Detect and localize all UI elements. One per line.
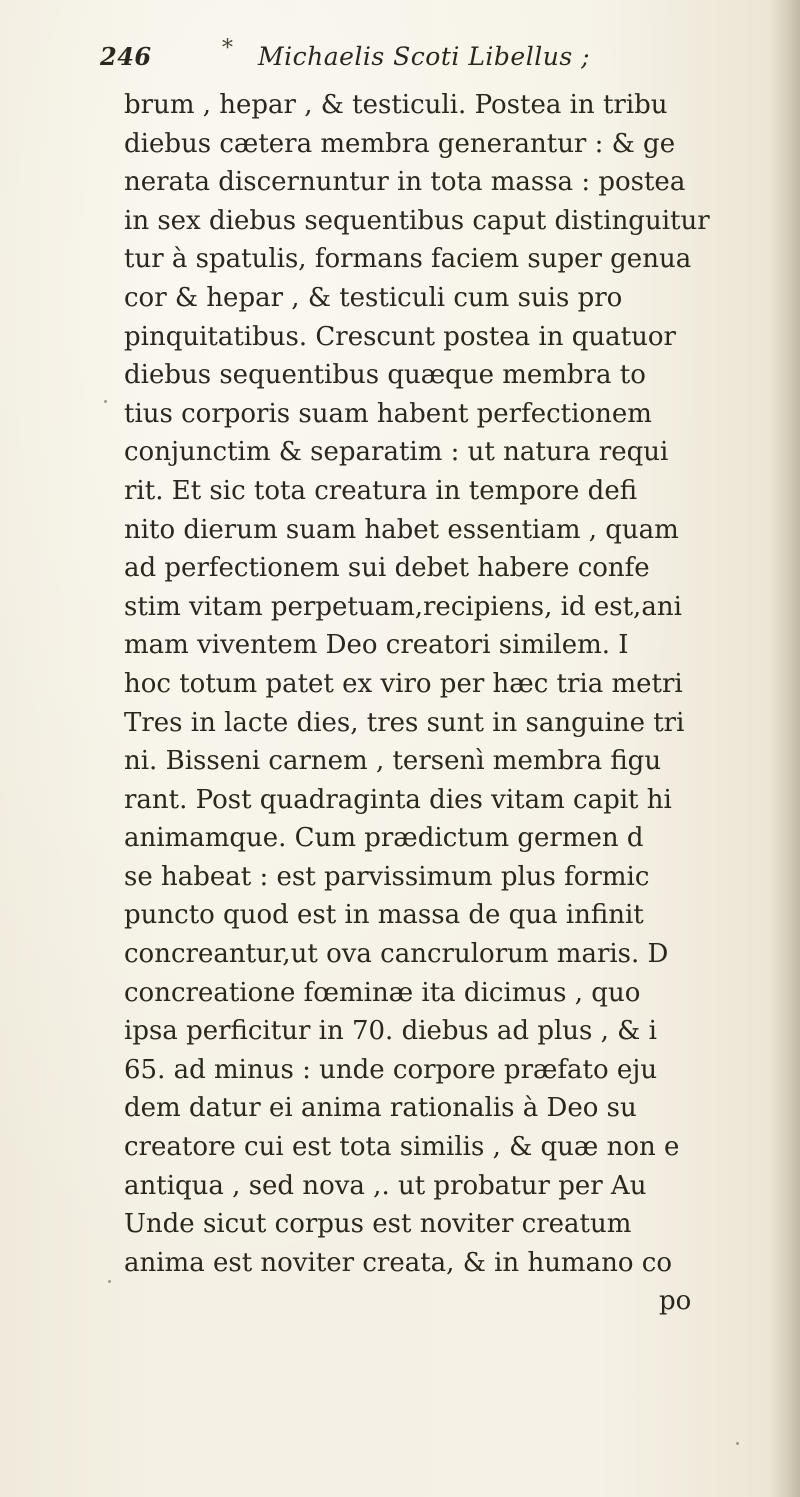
text-line: Tres in lacte dies, tres sunt in sanguine tri (124, 707, 685, 738)
body-text (124, 86, 800, 1321)
running-title: Michaelis Scoti Libellus ; (258, 42, 591, 71)
text-line: in sex diebus sequentibus caput distinguitur (124, 205, 710, 236)
text-line: diebus cætera membra generantur : & ge (124, 128, 676, 159)
text-line: concreatione fœminæ ita dicimus , quo (124, 977, 641, 1008)
text-line: antiqua , sed nova ,. ut probatur per Au (124, 1170, 647, 1201)
text-line: pinquitatibus. Crescunt postea in quatuor (124, 321, 676, 352)
text-line: tur à spatulis, formans faciem super genua (124, 244, 692, 275)
text-line: ni. Bisseni carnem , tersenì membra figu (124, 746, 662, 777)
text-line: rit. Et sic tota creatura in tempore defi (124, 475, 638, 506)
text-line: dem datur ei anima rationalis à Deo su (124, 1093, 637, 1124)
page-number: 246 (100, 42, 152, 71)
catchword: po (659, 1286, 692, 1317)
text-line: anima est noviter creata, & in humano co (124, 1247, 672, 1278)
ink-speck (104, 400, 107, 403)
text-line: tius corporis suam habent perfectionem (124, 398, 652, 429)
text-line: mam viventem Deo creatori similem. I (124, 630, 629, 661)
text-line: 65. ad minus : unde corpore præfato eju (124, 1054, 658, 1085)
text-line: nito dierum suam habet essentiam , quam (124, 514, 679, 545)
text-line: cor & hepar , & testiculi cum suis pro (124, 282, 623, 313)
text-line: ad perfectionem sui debet habere confe (124, 553, 650, 584)
ink-speck (736, 1442, 739, 1445)
text-line: creatore cui est tota similis , & quæ non e (124, 1132, 680, 1163)
text-line: puncto quod est in massa de qua infinit (124, 900, 644, 931)
ink-speck (108, 1280, 111, 1283)
text-line: hoc totum patet ex viro per hæc tria metri (124, 668, 683, 699)
text-line: ipsa perficitur in 70. diebus ad plus , & i (124, 1016, 657, 1047)
text-line: se habeat : est parvissimum plus formic (124, 861, 650, 892)
text-line: conjunctim & separatim : ut natura requi (124, 437, 669, 468)
page-header (100, 36, 660, 80)
text-line: rant. Post quadraginta dies vitam capit hi (124, 784, 672, 815)
text-line: concreantur,ut ova cancrulorum maris. D (124, 939, 669, 970)
text-line: diebus sequentibus quæque membra to (124, 360, 646, 391)
text-line: stim vitam perpetuam,recipiens, id est,ani (124, 591, 682, 622)
text-line: animamque. Cum prædictum germen d (124, 823, 644, 854)
text-line: brum , hepar , & testiculi. Postea in tribu (124, 90, 668, 120)
header-ornament: * (222, 36, 234, 61)
text-line: Unde sicut corpus est noviter creatum (124, 1209, 632, 1240)
text-line: nerata discernuntur in tota massa : postea (124, 167, 686, 198)
